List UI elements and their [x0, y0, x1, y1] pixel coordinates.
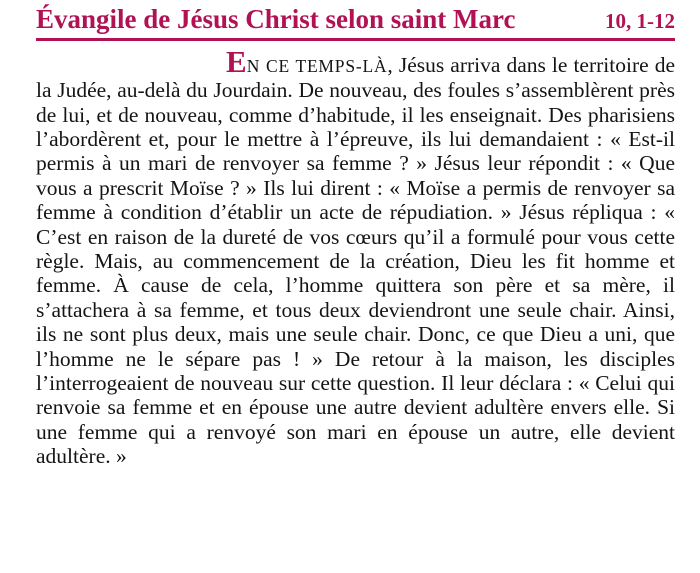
reading-content — [36, 43, 675, 469]
reading-header — [36, 5, 675, 41]
reading-title: Évangile de Jésus Christ selon saint Marc — [36, 4, 516, 34]
gospel-paragraph — [36, 43, 675, 469]
gospel-body-text: , Jésus arriva dans le territoire de la Judée, au-delà du Jourdain. De nouveau, des foules s’assemblèrent près de lui, et de nouveau, comme d’habitude, il les enseignait. Des pharisiens l’abordèrent et, pour le mettre à l’épreuve, ils lui demandaient : « Est-il permis à un mari de renvoyer sa femme ? » Jésus leur répondit : « Que vous a prescrit Moïse ? » Ils lui dirent : « Moïse a permis de renvoyer sa femme à condition d’établir un acte de répudiation. » Jésus répliqua : « C’est en raison de la dureté de vos cœurs qu’il a formulé pour vous cette règle. Mais, au commencement de la création, Dieu les fit homme et femme. À cause de cela, l’homme quittera son père et sa mère, il s’attachera à sa femme, et tous deux deviendront une seule chair. Ainsi, ils ne sont plus deux, mais une seule chair. Donc, ce que Dieu a uni, que l’homme ne le sépare pas ! » De retour à la maison, les disciples l’interrogeaient de nouveau sur cette question. Il leur déclara : « Celui qui renvoie sa femme et en épouse une autre devient adultère envers elle. Si une femme qui a renvoyé son mari en épouse un autre, elle devient adultère. » — [36, 52, 675, 469]
incipit-small-caps: N CE TEMPS-LÀ — [246, 55, 388, 76]
incipit-initial-letter: E — [226, 43, 247, 79]
chapter-verse-reference: 10, 1-12 — [605, 9, 675, 33]
